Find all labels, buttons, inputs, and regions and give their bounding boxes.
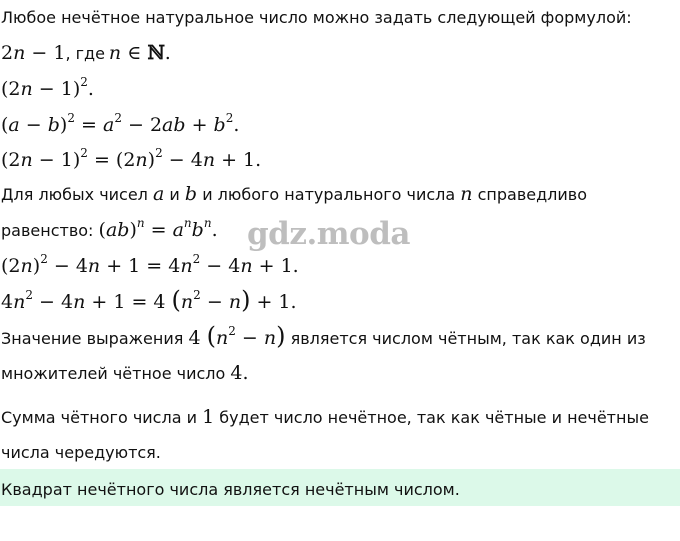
formula-expand: $(2n - 1)^2 = (2n)^2 - 4n + 1$.: [1, 146, 262, 171]
equation-1: $(2n)^2 - 4n + 1 = 4n^2 - 4n + 1$.: [1, 252, 299, 277]
even-text-line1: Значение выражения 4 $(n^2 - n)$ является числом чётным, так как один из: [1, 322, 646, 350]
equation-2: $4n^2 - 4n + 1 = 4$ $(n^2 - n) + 1$.: [1, 286, 297, 314]
formula-square: $(2n - 1)^2$.: [1, 75, 94, 100]
sum-text-line2: числа чередуются.: [1, 443, 161, 462]
formula-odd-number: 2n − 1, где n ∈ ℕ.: [1, 42, 171, 64]
sum-text-line1: Сумма чётного числа и 1 будет число нечётное, так как чётные и нечётные: [1, 406, 649, 428]
formula-square-difference: $(a - b)^2 = a^2 - 2ab + b^2$.: [1, 111, 240, 136]
even-text-line2: множителей чётное число 4.: [1, 362, 249, 384]
intro-text: Любое нечётное натуральное число можно задать следующей формулой:: [1, 8, 632, 27]
rule-text-line2: равенство: $(ab)^n = a^nb^n$.: [1, 216, 218, 241]
rule-text-line1: Для любых чисел a и b и любого натурального числа n справедливо: [1, 183, 588, 205]
conclusion-text: Квадрат нечётного числа является нечётным числом.: [1, 480, 460, 499]
watermark-logo: gdz.moda: [247, 216, 410, 252]
formula-2n-minus-1: 2n − 1: [1, 42, 66, 64]
